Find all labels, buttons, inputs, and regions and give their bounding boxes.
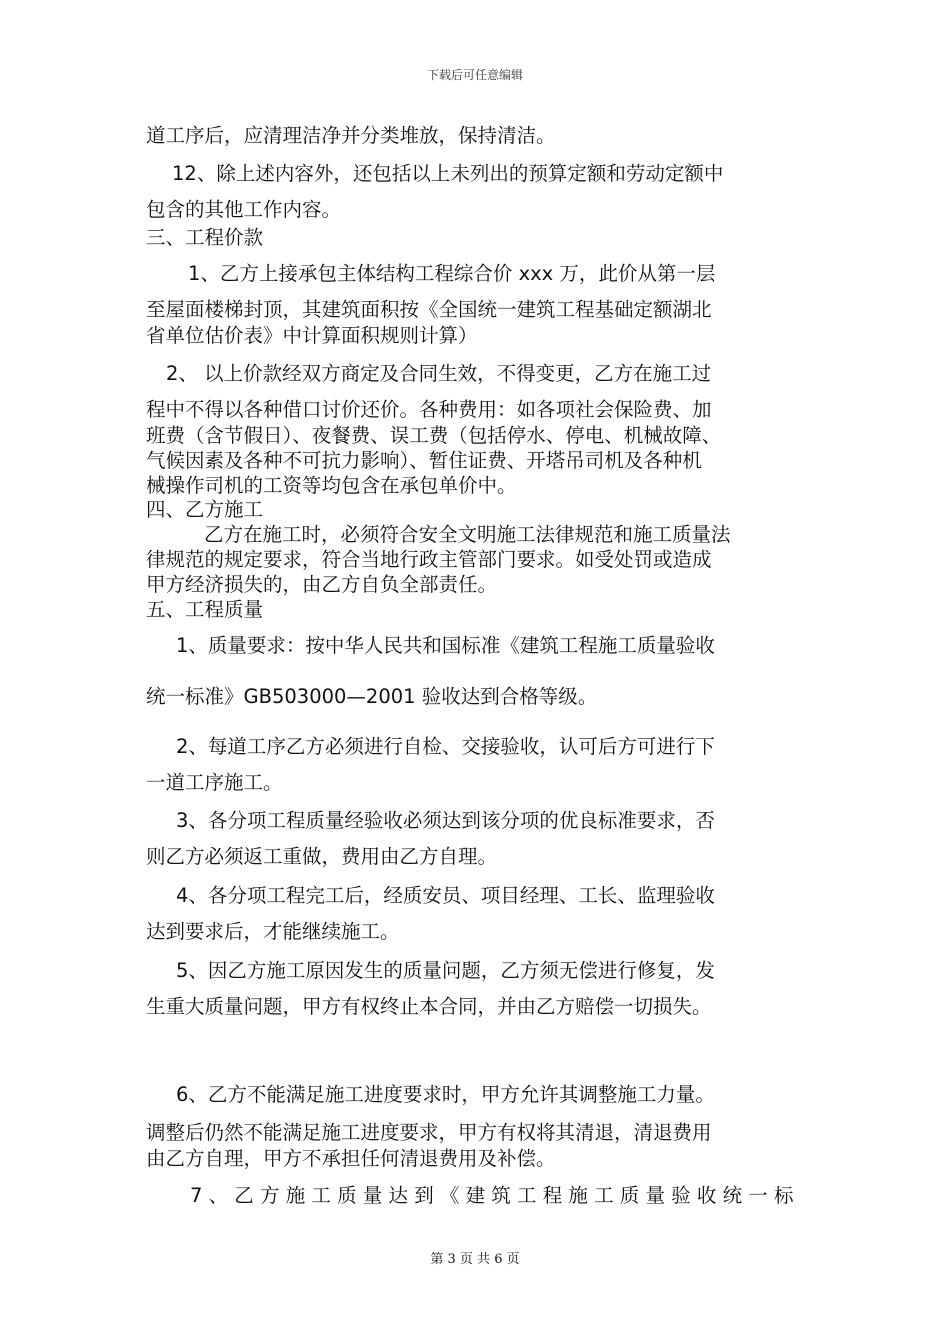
text-line: 6、乙方不能满足施工进度要求时，甲方允许其调整施工力量。 [176, 1083, 715, 1106]
text-line: 2、每道工序乙方必须进行自检、交接验收，认可后方可进行下 [176, 735, 715, 758]
text-line: 1、乙方上接承包主体结构工程综合价 xxx 万，此价从第一层 [188, 262, 716, 285]
text-line: 统一标准》GB503000—2001 验收达到合格等级。 [146, 685, 598, 708]
text-line: 1、质量要求：按中华人民共和国标准《建筑工程施工质量验收 [176, 634, 715, 657]
text-line: 包含的其他工作内容。 [146, 198, 342, 221]
text-line: 3、各分项工程质量经验收必须达到该分项的优良标准要求，否 [176, 809, 715, 832]
text-line: 至屋面楼梯封顶，其建筑面积按《全国统一建筑工程基础定额湖北 [146, 298, 712, 321]
text-line: 生重大质量问题，甲方有权终止本合同，并由乙方赔偿一切损失。 [146, 995, 712, 1018]
text-line: 械操作司机的工资等均包含在承包单价中。 [146, 474, 517, 497]
text-line: 由乙方自理，甲方不承担任何清退费用及补偿。 [146, 1147, 556, 1170]
section-heading: 五、工程质量 [146, 598, 264, 621]
text-line: 班费（含节假日）、夜餐费、误工费（包括停水、停电、机械故障、 [146, 424, 722, 447]
section-heading: 三、工程价款 [146, 226, 264, 249]
page-header: 下载后可任意编辑 [426, 68, 523, 82]
page-footer: 第 3 页 共 6 页 [430, 1252, 520, 1267]
text-line: 程中不得以各种借口讨价还价。各种费用：如各项社会保险费、加 [146, 398, 712, 421]
text-line: 律规范的规定要求，符合当地行政主管部门要求。如受处罚或造成 [146, 548, 712, 571]
text-line: 调整后仍然不能满足施工进度要求，甲方有权将其清退，清退费用 [146, 1121, 712, 1144]
text-line: 甲方经济损失的，由乙方自负全部责任。 [146, 573, 498, 596]
text-line: 一道工序施工。 [146, 771, 283, 794]
text-line: 道工序后，应清理洁净并分类堆放，保持清洁。 [146, 124, 556, 147]
section-heading: 四、乙方施工 [146, 498, 264, 521]
text-line: 12、除上述内容外，还包括以上未列出的预算定额和劳动定额中 [172, 162, 724, 185]
text-line: 乙方在施工时，必须符合安全文明施工法律规范和施工质量法 [204, 523, 731, 546]
text-line: 气候因素及各种不可抗力影响）、暂住证费、开塔吊司机及各种机 [146, 449, 702, 472]
text-line: 则乙方必须返工重做，费用由乙方自理。 [146, 845, 498, 868]
text-line: 省单位估价表》中计算面积规则计算） [146, 324, 478, 347]
text-line: 5、因乙方施工原因发生的质量问题，乙方须无偿进行修复，发 [176, 959, 715, 982]
text-line-justified [190, 1184, 806, 1208]
text-line: 4、各分项工程完工后，经质安员、项目经理、工长、监理验收 [176, 884, 715, 907]
text-line: 2、 以上价款经双方商定及合同生效，不得变更，乙方在施工过 [166, 362, 712, 385]
justified-text: 7、乙方施工质量达到《建筑工程施工质量验收统一标 [190, 1184, 800, 1207]
text-line: 达到要求后，才能继续施工。 [146, 920, 400, 943]
